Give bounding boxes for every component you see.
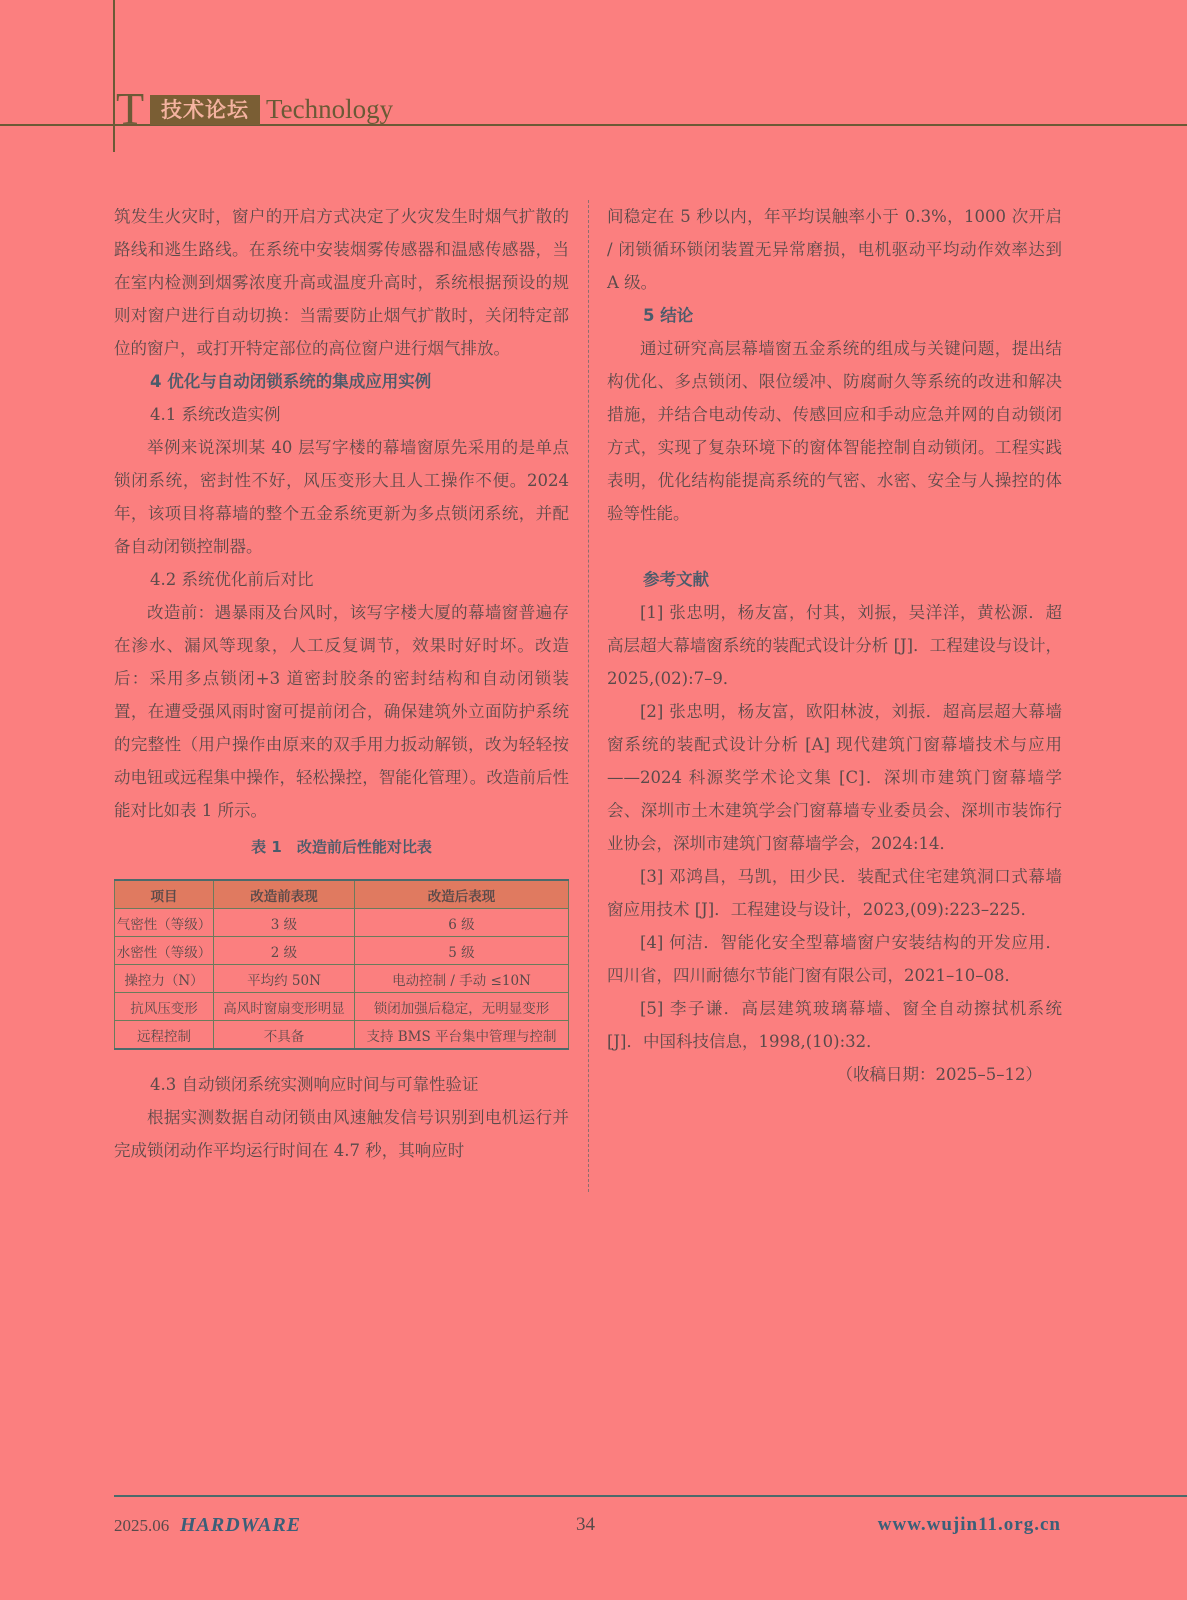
comparison-table (114, 879, 569, 1050)
footer-magazine-name: HARDWARE (180, 1514, 301, 1536)
table-header-row (115, 880, 569, 909)
footer-issue-date: 2025.06 (114, 1516, 170, 1535)
footer-rule (114, 1495, 1187, 1497)
references-list (607, 596, 1062, 1058)
table-row (115, 993, 569, 1021)
paragraph: 根据实测数据自动闭锁由风速触发信号识别到电机运行并完成锁闭动作平均运行时间在 4.7 秒，其响应时 (114, 1108, 569, 1160)
table-cell: 气密性（等级） (115, 909, 214, 937)
table-cell: 支持 BMS 平台集中管理与控制 (355, 1021, 569, 1050)
table-cell: 不具备 (214, 1021, 355, 1050)
table-cell: 抗风压变形 (115, 993, 214, 1021)
table-cell: 锁闭加强后稳定，无明显变形 (355, 993, 569, 1021)
reference-item: [1] 张忠明，杨友富，付其，刘振，吴洋洋，黄松源．超高层超大幕墙窗系统的装配式设计分析 [J]．工程建设与设计，2025,(02):7–9． (607, 603, 1062, 688)
paragraph: 间稳定在 5 秒以内，年平均误触率小于 0.3%，1000 次开启 / 闭锁循环锁闭装置无异常磨损，电机驱动平均动作效率达到 A 级。 (607, 207, 1062, 292)
right-column (607, 200, 1062, 1091)
header-section-english: Technology (266, 94, 394, 124)
table-cell: 5 级 (355, 937, 569, 965)
reference-item: [4] 何洁．智能化安全型幕墙窗户安装结构的开发应用．四川省，四川耐德尔节能门窗有限公司，2021–10–08． (607, 933, 1062, 985)
reference-item: [5] 李子谦．高层建筑玻璃幕墙、窗全自动擦拭机系统 [J]．中国科技信息，1998,(10):32． (607, 999, 1062, 1051)
table-row (115, 937, 569, 965)
references-heading: 参考文献 (643, 570, 709, 589)
table-header-cell: 项目 (115, 880, 214, 909)
reference-item: [2] 张忠明，杨友富，欧阳林波，刘振．超高层超大幕墙窗系统的装配式设计分析 [A] 现代建筑门窗幕墙技术与应用——2024 科源奖学术论文集 [C]．深圳市建筑门窗幕墙学会、深圳市土木建筑学会门窗幕墙专业委员会、深圳市装饰行业协会，深圳市建筑门窗幕墙学会，2024:14． (607, 702, 1062, 853)
table-cell: 6 级 (355, 909, 569, 937)
subsection-heading-4-3: 4.3 自动锁闭系统实测响应时间与可靠性验证 (150, 1075, 479, 1094)
table-cell: 3 级 (214, 909, 355, 937)
table-header-cell: 改造后表现 (355, 880, 569, 909)
header-section-badge: 技术论坛 (150, 95, 260, 125)
section-heading-5: 5 结论 (643, 306, 694, 325)
paragraph: 筑发生火灾时，窗户的开启方式决定了火灾发生时烟气扩散的路线和逃生路线。在系统中安装烟雾传感器和温感传感器，当在室内检测到烟雾浓度升高或温度升高时，系统根据预设的规则对窗户进行自动切换：当需要防止烟气扩散时，关闭特定部位的窗户，或打开特定部位的高位窗户进行烟气排放。 (114, 207, 569, 358)
header-logo-letter: T (116, 83, 145, 134)
paragraph: 通过研究高层幕墙窗五金系统的组成与关键问题，提出结构优化、多点锁闭、限位缓冲、防腐耐久等系统的改进和解决措施，并结合电动传动、传感回应和手动应急并网的自动锁闭方式，实现了复杂环境下的窗体智能控制自动锁闭。工程实践表明，优化结构能提高系统的气密、水密、安全与人操控的体验等性能。 (607, 339, 1062, 523)
subsection-heading-4-2: 4.2 系统优化前后对比 (150, 570, 314, 589)
table-cell: 2 级 (214, 937, 355, 965)
table-row (115, 909, 569, 937)
footer-website-link[interactable]: www.wujin11.org.cn (877, 1514, 1061, 1535)
table-cell: 远程控制 (115, 1021, 214, 1050)
reference-item: [3] 邓鸿昌，马凯，田少民．装配式住宅建筑洞口式幕墙窗应用技术 [J]．工程建设与设计，2023,(09):223–225． (607, 867, 1062, 919)
subsection-heading-4-1: 4.1 系统改造实例 (150, 405, 281, 424)
footer-page-number: 34 (576, 1514, 595, 1535)
table-cell: 电动控制 / 手动 ≤10N (355, 965, 569, 993)
column-divider (588, 200, 589, 1192)
received-date: （收稿日期：2025–5–12） (836, 1065, 1042, 1084)
section-heading-4: 4 优化与自动闭锁系统的集成应用实例 (150, 372, 432, 391)
table-cell: 操控力（N） (115, 965, 214, 993)
paragraph: 改造前：遇暴雨及台风时，该写字楼大厦的幕墙窗普遍存在渗水、漏风等现象，人工反复调节，效果时好时坏。改造后：采用多点锁闭+3 道密封胶条的密封结构和自动闭锁装置，在遭受强风雨时窗可提前闭合，确保建筑外立面防护系统的完整性（用户操作由原来的双手用力扳动解锁，改为轻轻按动电钮或远程集中操作，轻松操控，智能化管理）。改造前后性能对比如表 1 所示。 (114, 603, 569, 820)
table-header-cell: 改造前表现 (214, 880, 355, 909)
left-column (114, 200, 569, 1167)
paragraph: 举例来说深圳某 40 层写字楼的幕墙窗原先采用的是单点锁闭系统，密封性不好，风压变形大且人工操作不便。2024 年，该项目将幕墙的整个五金系统更新为多点锁闭系统，并配备自动闭锁控制器。 (114, 438, 569, 556)
table-cell: 水密性（等级） (115, 937, 214, 965)
table-row (115, 1021, 569, 1050)
table-cell: 平均约 50N (214, 965, 355, 993)
table-cell: 高风时窗扇变形明显 (214, 993, 355, 1021)
table-row (115, 965, 569, 993)
table-title: 表 1 改造前后性能对比表 (251, 838, 432, 856)
header-vertical-rule (113, 0, 115, 152)
